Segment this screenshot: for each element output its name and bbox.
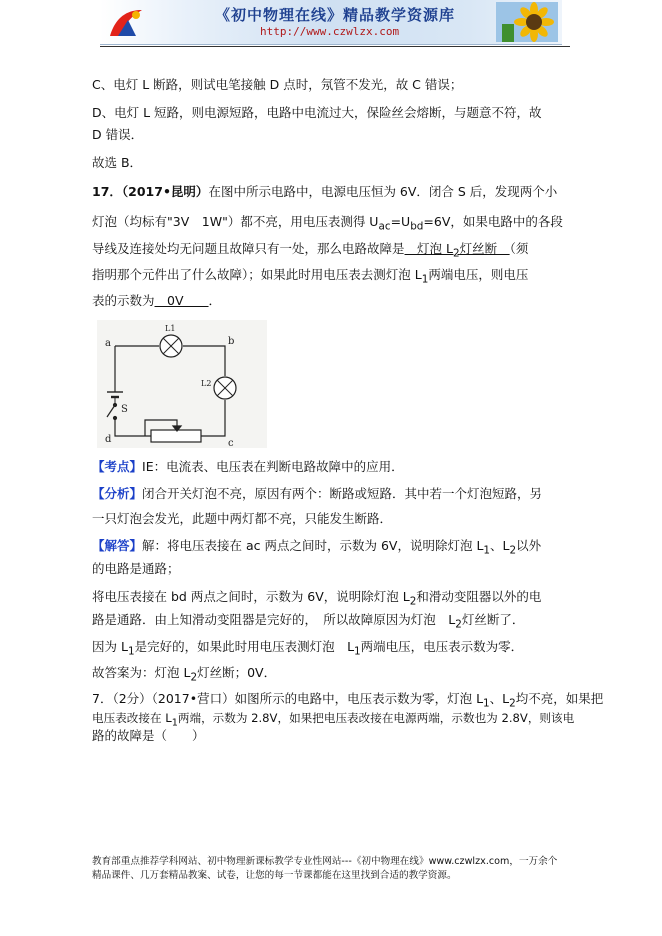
switch-icon [107,404,117,420]
jieda-line-3 [92,588,541,611]
node-label-c: c [228,438,234,448]
blank-text: 灯丝断 [459,241,510,256]
node-label-b: b [228,336,235,347]
subscript: 1 [483,697,490,710]
battery-icon [107,392,123,404]
answer-text: 灯丝断；0V． [197,665,277,680]
lamp-l1-label: L1 [165,324,176,333]
subscript: bd [410,220,424,233]
kaodian-tag: 【考点】 [92,459,143,474]
subscript: 1 [421,273,429,286]
q17-number: 17． [92,184,122,199]
subscript: ac [378,220,391,233]
jieda-line-5 [92,638,523,661]
site-url[interactable]: http://www.czwlzx.com [260,25,400,38]
q17-text: 在图中所示电路中，电源电压恒为 6V．闭合 S 后，发现两个小 [208,184,558,199]
jieda-text: 将电压表接在 bd 两点之间时，示数为 6V，说明除灯泡 L [92,589,410,604]
q17-answer-blank-2: 0V [154,293,209,308]
fenxi-line-2: 一只灯泡会发光，此题中两灯都不亮，只能发生断路． [92,511,393,526]
subscript: 1 [483,544,491,557]
q17-text: 导线及连接处均无问题且故障只有一处，那么电路故障是 [92,241,405,256]
q17-text: 灯泡（均标有"3V 1W"）都不亮，用电压表测得 U [92,214,379,229]
jieda-text: 两端电压，电压表示数为零． [360,639,524,654]
site-logo-icon [106,6,146,40]
q7-text: 均不亮，如果把 [515,691,604,706]
jieda-line-2: 的电路是通路； [92,561,180,576]
fenxi-tag: 【分析】 [92,486,143,501]
q17-text: 指明那个元件出了什么故障）；如果此时用电压表去测灯泡 L [92,267,422,282]
subscript: 1 [171,717,178,729]
d-option-line-2: D 错误． [92,127,144,142]
kaodian-text: IE：电流表、电压表在判断电路故障中的应用． [142,459,404,474]
jieda-text: 灯丝断了． [461,612,525,627]
q17-text: =U [390,214,411,229]
q17-text: 两端电压，则电压 [428,267,529,282]
q17-line-3 [92,240,528,263]
q17-text: ． [208,293,222,308]
d-option-line-1: D、电灯 L 短路，则电源短路，电路中电流过大，保险丝会熔断，与题意不符，故 [92,105,542,120]
q7-text: 电压表改接在 L [92,711,172,725]
q17-line-5 [92,292,221,310]
c-option-line: C、电灯 L 断路，则试电笔接触 D 点时，氖管不发光，故 C 错误； [92,77,463,92]
q7-text: 、L [489,691,510,706]
subscript: 1 [127,645,135,658]
fenxi-text: 闭合开关灯泡不亮，原因有两个：断路或短路．其中若一个灯泡短路，另 [142,486,543,501]
q17-line-2 [92,213,563,236]
node-label-d: d [105,434,112,445]
jieda-text: 路是通路．由上知滑动变阻器是完好的， 所以故障原因为灯泡 L [92,612,456,627]
subscript: 2 [509,544,517,557]
answer-b-line: 故选 B． [92,155,143,170]
q17-text: 表的示数为 [92,293,155,308]
jieda-tag: 【解答】 [92,538,143,553]
jieda-text: 、L [490,538,510,553]
q7-text: 两端，示数为 2.8V，如果把电压表改接在电源两端，示数也为 2.8V，则该电 [177,711,575,725]
circuit-diagram [97,320,267,448]
jieda-text: 和滑动变阻器以外的电 [416,589,542,604]
jieda-text: 以外 [516,538,542,553]
subscript: 2 [509,697,516,710]
jieda-text: 是完好的，如果此时用电压表测灯泡 L [134,639,355,654]
q17-answer-blank-1 [404,241,510,260]
fenxi-line-1 [92,485,542,503]
subscript: 2 [452,247,460,260]
footer-line-1: 教育部重点推荐学科网站、初中物理新课标教学专业性网站---《初中物理在线》www.czwlzx.com，一万余个 [92,856,558,867]
q7-line-3: 路的故障是（ ） [92,728,205,743]
switch-label: S [121,404,128,415]
answer-line [92,664,276,687]
subscript: 2 [409,595,417,608]
rheostat-icon [145,420,201,442]
kaodian-line [92,458,404,476]
q17-line-1 [92,183,557,201]
lamp-l1-icon [160,335,182,357]
q17-source-tag: （2017•昆明） [121,184,209,199]
jieda-text: 解：将电压表接在 ac 两点之间时，示数为 6V，说明除灯泡 L [142,538,484,553]
header-banner [100,0,562,45]
q7-text: 7．（2分）（2017•营口）如图所示的电路中，电压表示数为零，灯泡 L [92,691,484,706]
jieda-text: 因为 L [92,639,128,654]
header-divider [100,46,570,47]
footer-line-2: 精品课件、几万套精品教案、试卷，让您的每一节课都能在这里找到合适的教学资源。 [92,870,457,881]
subscript: 2 [190,671,198,684]
lamp-l2-icon [214,377,236,399]
q17-text: （须 [509,241,529,256]
jieda-line-4 [92,611,524,634]
q17-line-4 [92,266,528,289]
subscript: 1 [354,645,361,658]
blank-text: 灯泡 L [404,241,453,256]
sunflower-icon [496,2,558,42]
subscript: 2 [455,618,462,631]
q17-text: =6V，如果电路中的各段 [423,214,563,229]
answer-text: 故答案为：灯泡 L [92,665,191,680]
site-title: 《初中物理在线》精品教学资源库 [215,6,456,24]
lamp-l2-label: L2 [201,379,212,388]
node-label-a: a [105,338,111,349]
jieda-line-1 [92,537,541,560]
